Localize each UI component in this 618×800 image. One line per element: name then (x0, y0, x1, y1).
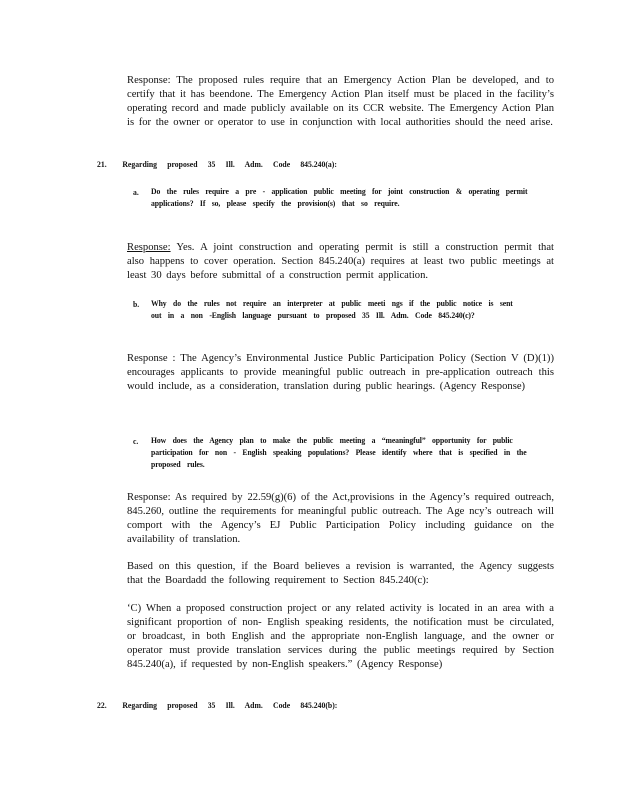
sub-question-c: How does the Agency plan to make the public meeting a “meaningful” opportunity for public participation for non - English speaking populations? Please identify where that is specified in the proposed rules. (151, 436, 527, 470)
response-paragraph-21c: Response: As required by 22.59(g)(6) of the Act,provisions in the Agency’s required outreach, 845.260, outline the requirements for meaningful public outreach. The Age ncy’s outreach will comport with the Agency’s EJ Public Participation Policy including guidance on the availability of translation. (127, 492, 554, 545)
response-paragraph-21c-proposed-text: ‘C) When a proposed construction project or any related activity is located in an area with a significant proportion of non- English speaking residents, the notification must be circulated, or broadcast, in both English and the appropriate non-English language, and the owner or operator must provide translation services during the public meetings required by Section 845.240(a), if requested by non-English speakers.” (Agency Response) (127, 603, 554, 670)
question-title: Regarding proposed 35 Ill. Adm. Code 845.240(b): (122, 701, 338, 710)
sub-question-label-c: c. (133, 437, 139, 446)
sub-question-label-b: b. (133, 300, 140, 309)
question-22-heading (97, 701, 337, 710)
sub-question-a: Do the rules require a pre - application public meeting for joint construction & operating permit applications? If so, please specify the provision(s) that so require. (151, 187, 528, 209)
response-label: Response: (127, 242, 171, 253)
question-number: 21. (97, 160, 107, 169)
response-paragraph-21c-suggestion: Based on this question, if the Board believes a revision is warranted, the Agency suggests that the Boardadd the following requirement to Section 845.240(c): (127, 561, 554, 586)
sub-question-b: Why do the rules not require an interpreter at public meeti ngs if the public notice is sent out in a non -English language pursuant to proposed 35 Ill. Adm. Code 845.240(c)? (151, 299, 513, 321)
question-title: Regarding proposed 35 Ill. Adm. Code 845.240(a): (122, 160, 337, 169)
question-21-heading (97, 160, 337, 169)
response-text: Yes. A joint construction and operating permit is still a construction permit that also happens to cover operation. Section 845.240(a) requires at least two public meetings at least 30 days before submittal of a construction permit application. (127, 242, 554, 281)
response-paragraph-20: Response: The proposed rules require that an Emergency Action Plan be developed, and to certify that it has beendone. The Emergency Action Plan itself must be placed in the facility’s operating record and made publicly available on its CCR website. The Emergency Action Plan is for the owner or operator to use in conjunction with local authorities should the need arise. (127, 75, 554, 128)
response-paragraph-21a (127, 241, 554, 283)
question-number: 22. (97, 701, 107, 710)
response-paragraph-21b: Response : The Agency’s Environmental Justice Public Participation Policy (Section V (D)(1)) encourages applicants to provide meaningful public outreach in pre-application outreach this would include, as a consideration, translation during public hearings. (Agency Response) (127, 353, 554, 392)
sub-question-label-a: a. (133, 188, 139, 197)
